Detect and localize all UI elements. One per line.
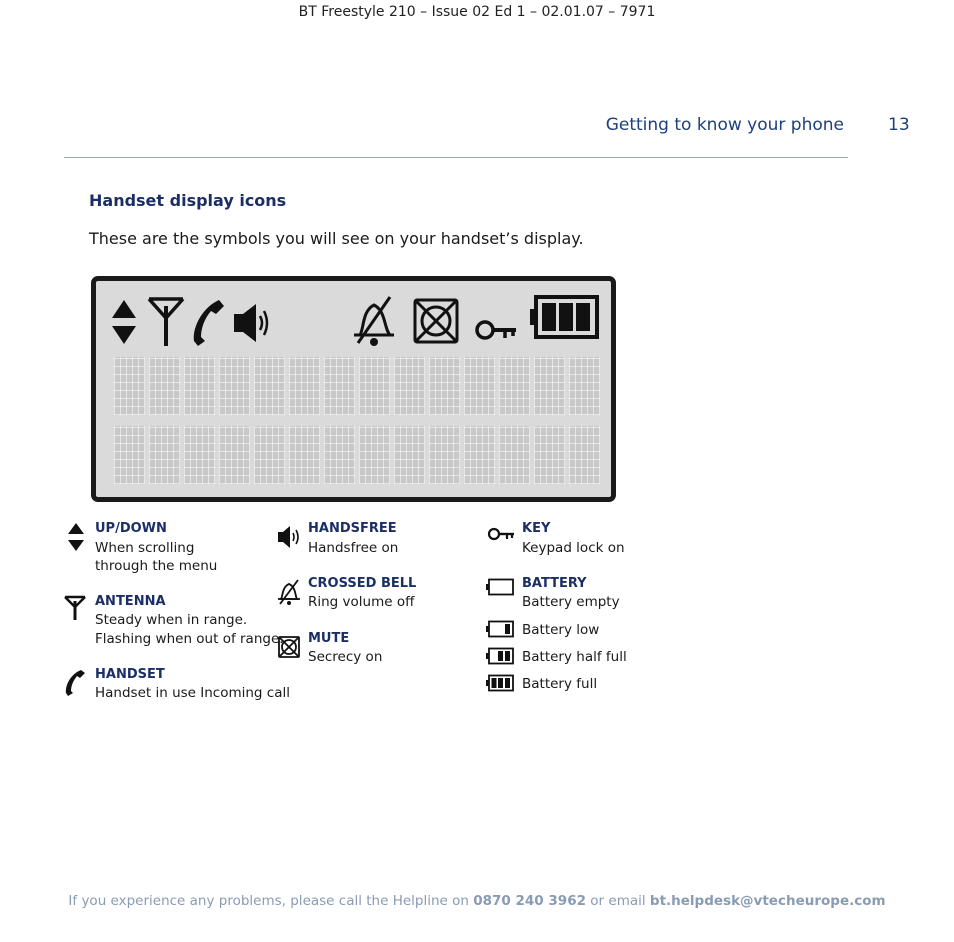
legend-title: MUTE: [308, 631, 350, 646]
character-row-1: [114, 357, 600, 415]
page-number: 13: [888, 115, 910, 135]
legend-description: Battery full: [522, 676, 598, 692]
footer-helpline: [0, 893, 954, 909]
crossed-bell-icon: [350, 293, 398, 349]
character-row-2: [114, 426, 600, 484]
legend-description: Handset in use Incoming call: [95, 685, 290, 701]
battery-full-icon: [485, 674, 515, 692]
legend-description: Battery low: [522, 622, 600, 638]
document-reference: BT Freestyle 210 – Issue 02 Ed 1 – 02.01.07 – 7971: [298, 4, 656, 20]
page-heading: Handset display icons: [89, 191, 287, 210]
legend-title: CROSSED BELL: [308, 576, 417, 591]
handset-icon: [63, 668, 87, 696]
legend-title: HANDSET: [95, 667, 165, 682]
up-down-arrows-icon: [110, 298, 138, 346]
legend-description: Steady when in range.: [95, 612, 248, 628]
mute-icon: [412, 297, 460, 345]
antenna-icon: [146, 296, 186, 348]
mute-icon: [277, 635, 301, 659]
legend-title: BATTERY: [522, 576, 587, 591]
legend-title: KEY: [522, 521, 551, 536]
helpdesk-email-link[interactable]: bt.helpdesk@vtecheurope.com: [649, 893, 886, 909]
helpline-number: 0870 240 3962: [473, 893, 586, 909]
battery-half-icon: [485, 647, 515, 665]
up-down-arrows-icon: [66, 522, 86, 552]
legend-description: Battery half full: [522, 649, 627, 665]
legend-description: Secrecy on: [308, 649, 383, 665]
footer-text: If you experience any problems, please call the Helpline on: [68, 893, 469, 909]
handset-icon: [189, 297, 227, 347]
legend-title: UP/DOWN: [95, 521, 167, 536]
section-title: Getting to know your phone: [605, 115, 844, 135]
legend-description: When scrolling: [95, 540, 195, 556]
handsfree-speaker-icon: [277, 524, 301, 550]
legend-description: through the menu: [95, 558, 218, 574]
footer-or-email: or email: [590, 893, 646, 909]
legend-description: Keypad lock on: [522, 540, 625, 556]
handset-display: [91, 276, 616, 502]
legend-description: Ring volume off: [308, 594, 415, 610]
legend-title: ANTENNA: [95, 594, 166, 609]
legend-title: HANDSFREE: [308, 521, 397, 536]
legend-description: Battery empty: [522, 594, 620, 610]
header-rule: [64, 157, 848, 158]
battery-low-icon: [485, 620, 515, 638]
crossed-bell-icon: [276, 578, 302, 606]
key-icon: [474, 317, 518, 343]
key-icon: [487, 526, 515, 542]
intro-text: These are the symbols you will see on your handset’s display.: [89, 229, 584, 248]
handsfree-speaker-icon: [232, 301, 274, 345]
antenna-icon: [63, 595, 87, 621]
battery-full-icon: [528, 295, 600, 341]
legend-description: Handsfree on: [308, 540, 399, 556]
battery-empty-icon: [485, 578, 515, 596]
legend-description: Flashing when out of range.: [95, 631, 284, 647]
